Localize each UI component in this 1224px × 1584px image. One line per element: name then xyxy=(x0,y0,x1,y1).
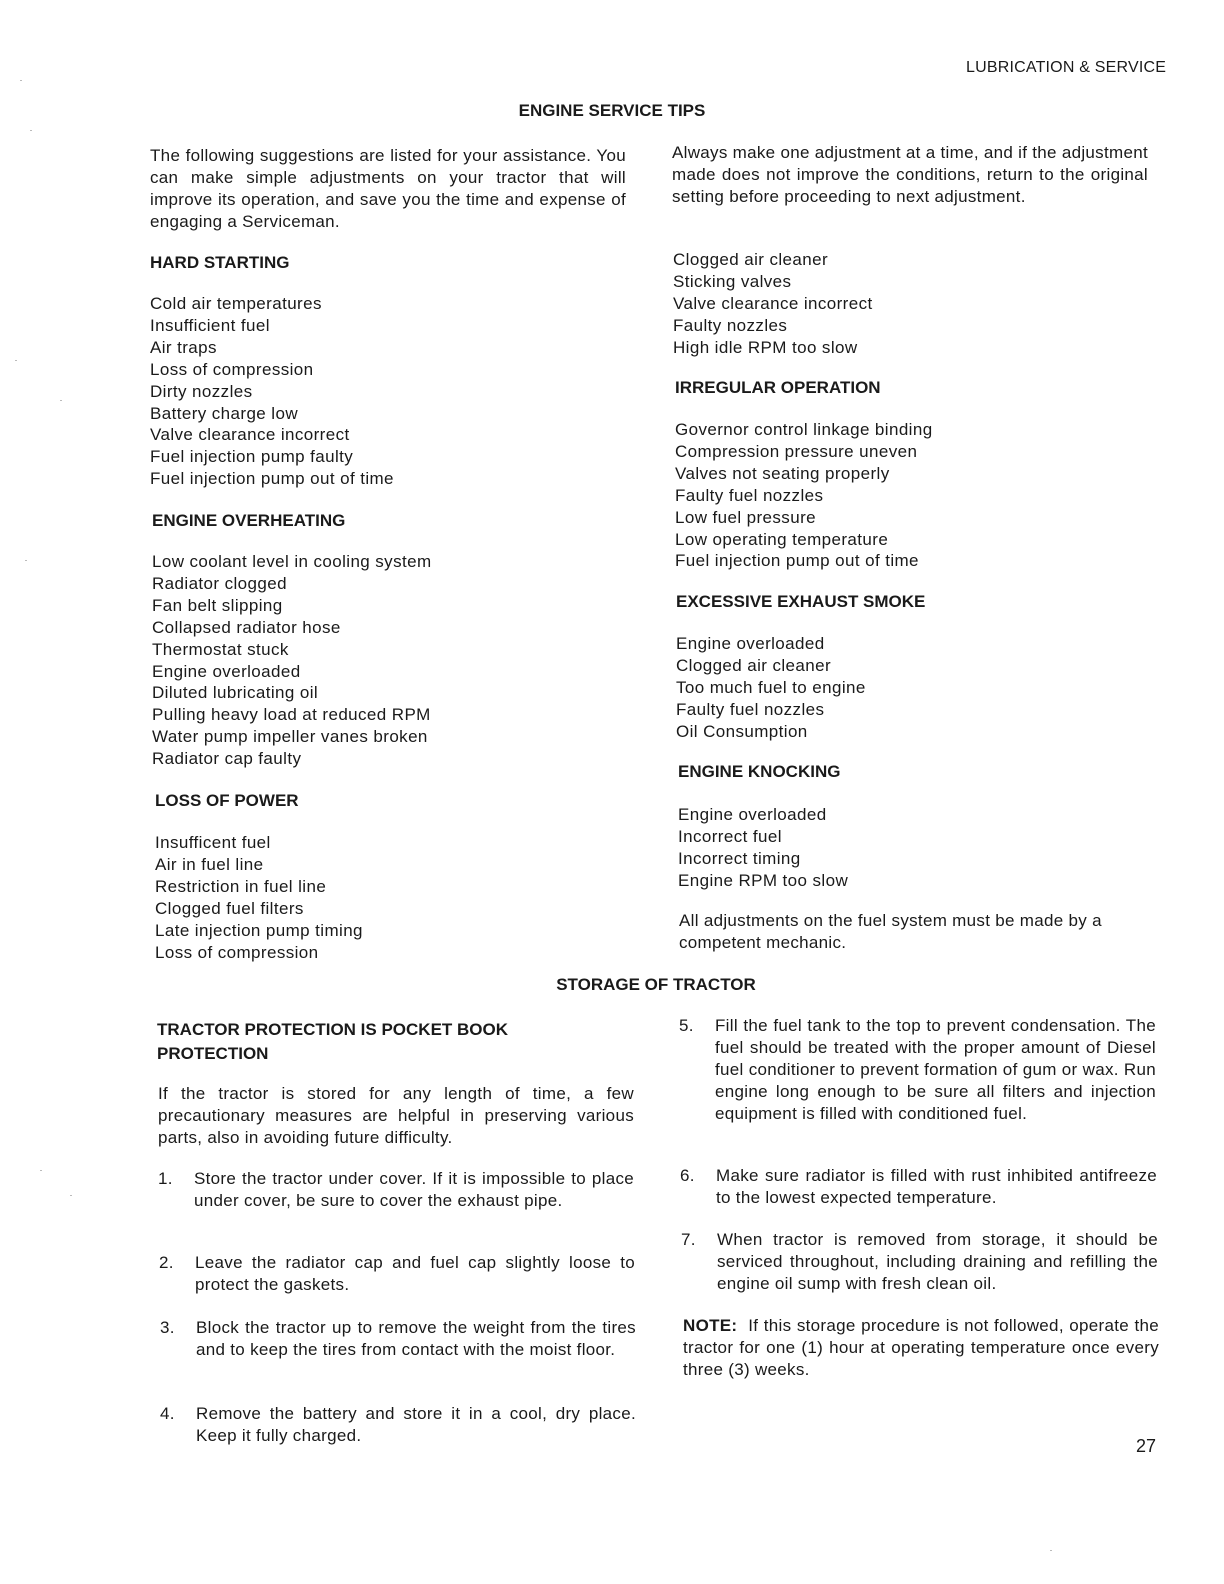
list-item: Low coolant level in cooling system xyxy=(152,552,432,571)
list-item: Cold air temperatures xyxy=(150,294,322,313)
tractor-protection-heading: TRACTOR PROTECTION IS POCKET BOOK PROTECTION xyxy=(157,1020,509,1063)
scan-speck xyxy=(40,1170,42,1171)
engine-knocking-list xyxy=(678,804,848,892)
list-item: Low operating temperature xyxy=(675,529,889,549)
engine-overheating-list xyxy=(152,551,432,770)
note-text: If this storage procedure is not followed, operate the tractor for one (1) hour at operating temperature once every three (3) weeks. xyxy=(683,1316,1159,1379)
list-item: Pulling heavy load at reduced RPM xyxy=(152,705,431,725)
storage-note xyxy=(683,1315,1159,1381)
list-item: Fan belt slipping xyxy=(152,595,283,615)
list-item: High idle RPM too slow xyxy=(673,337,858,357)
list-item: Compression pressure uneven xyxy=(675,441,918,461)
storage-step xyxy=(160,1317,636,1383)
list-item: Engine RPM too slow xyxy=(678,870,849,890)
step-text: When tractor is removed from storage, it should be serviced throughout, including draining and refilling the engine oil sump with fresh clean oil. xyxy=(717,1230,1158,1293)
running-header: LUBRICATION & SERVICE xyxy=(966,59,1167,76)
list-item: Thermostat stuck xyxy=(152,639,289,659)
list-item: Fuel injection pump faulty xyxy=(150,447,354,467)
list-item: Governor control linkage binding xyxy=(675,420,933,439)
list-item: Fuel injection pump out of time xyxy=(675,551,919,571)
list-item: Restriction in fuel line xyxy=(155,876,327,896)
adjustment-paragraph: Always make one adjustment at a time, and if the adjustment made does not improve the conditions, return to the original setting before proceeding to next adjustment. xyxy=(672,143,1148,206)
list-item: Fuel injection pump out of time xyxy=(150,469,394,489)
loss-of-power-heading: LOSS OF POWER xyxy=(155,791,299,810)
list-item: Clogged air cleaner xyxy=(676,655,832,675)
scan-speck xyxy=(1050,1550,1052,1551)
list-item: Engine overloaded xyxy=(676,634,825,653)
list-item: Collapsed radiator hose xyxy=(152,617,341,637)
step-text: Store the tractor under cover. If it is impossible to place under cover, be sure to cover the exhaust pipe. xyxy=(194,1169,634,1210)
list-item: Dirty nozzles xyxy=(150,381,253,401)
list-item: Radiator cap faulty xyxy=(152,749,302,769)
list-item: Air traps xyxy=(150,337,217,357)
hard-starting-heading: HARD STARTING xyxy=(150,253,290,272)
list-item: Insufficent fuel xyxy=(155,833,271,852)
list-item: Valve clearance incorrect xyxy=(150,425,350,445)
list-item: Valve clearance incorrect xyxy=(673,293,873,313)
page-number: 27 xyxy=(1136,1436,1157,1456)
list-item: Late injection pump timing xyxy=(155,920,363,940)
intro-paragraph: The following suggestions are listed for your assistance. You can make simple adjustments on your tractor that will improve its operation, and save you the time and expense of engaging a Serviceman. xyxy=(150,146,626,231)
loss-of-power-list xyxy=(155,832,363,963)
list-item: Oil Consumption xyxy=(676,721,808,741)
step-number: 3. xyxy=(160,1318,175,1337)
engine-overheating-heading: ENGINE OVERHEATING xyxy=(152,511,346,530)
list-item: Loss of compression xyxy=(155,942,319,962)
note-label: NOTE: xyxy=(683,1316,738,1335)
scan-speck xyxy=(15,360,17,361)
fuel-system-note: All adjustments on the fuel system must be made by a competent mechanic. xyxy=(679,911,1102,952)
list-item: Faulty fuel nozzles xyxy=(675,485,824,505)
irregular-operation-heading: IRREGULAR OPERATION xyxy=(675,378,881,397)
list-item: Sticking valves xyxy=(673,271,792,291)
hard-starting-list-continued xyxy=(673,249,873,359)
excessive-exhaust-smoke-heading: EXCESSIVE EXHAUST SMOKE xyxy=(676,592,926,611)
list-item: Loss of compression xyxy=(150,359,314,379)
step-number: 1. xyxy=(158,1169,173,1188)
list-item: Battery charge low xyxy=(150,403,298,423)
list-item: Diluted lubricating oil xyxy=(152,683,319,703)
storage-step xyxy=(680,1165,1157,1209)
list-item: Engine overloaded xyxy=(152,661,301,681)
list-item: Clogged fuel filters xyxy=(155,898,304,918)
list-item: Radiator clogged xyxy=(152,573,287,593)
list-item: Too much fuel to engine xyxy=(676,677,866,697)
list-item: Low fuel pressure xyxy=(675,507,816,527)
storage-step xyxy=(679,1015,1156,1147)
list-item: Faulty fuel nozzles xyxy=(676,699,825,719)
hard-starting-list xyxy=(150,293,394,490)
list-item: Air in fuel line xyxy=(155,854,264,874)
list-item: Faulty nozzles xyxy=(673,315,788,335)
step-number: 7. xyxy=(681,1230,696,1249)
engine-service-tips-title: ENGINE SERVICE TIPS xyxy=(518,101,706,120)
step-text: Remove the battery and store it in a cool, dry place. Keep it fully charged. xyxy=(196,1404,636,1445)
storage-step xyxy=(681,1229,1158,1295)
storage-title: STORAGE OF TRACTOR xyxy=(556,975,756,994)
scan-speck xyxy=(25,560,27,561)
list-item: Water pump impeller vanes broken xyxy=(152,727,428,747)
storage-step xyxy=(158,1168,634,1234)
list-item: Insufficient fuel xyxy=(150,315,270,335)
step-number: 5. xyxy=(679,1016,694,1035)
step-number: 4. xyxy=(160,1404,175,1423)
engine-knocking-heading: ENGINE KNOCKING xyxy=(678,762,841,781)
irregular-operation-list xyxy=(675,419,933,572)
list-item: Incorrect timing xyxy=(678,848,801,868)
step-number: 6. xyxy=(680,1166,695,1185)
list-item: Valves not seating properly xyxy=(675,463,890,483)
list-item: Incorrect fuel xyxy=(678,826,782,846)
storage-step xyxy=(160,1403,636,1447)
step-text: Leave the radiator cap and fuel cap slightly loose to protect the gaskets. xyxy=(195,1253,635,1294)
scan-speck xyxy=(20,80,22,81)
scan-speck xyxy=(70,1195,72,1196)
step-text: Fill the fuel tank to the top to prevent condensation. The fuel should be treated with the proper amount of Diesel fuel conditioner to prevent formation of gum or wax. Run engine long enough to be sure all filters and injection equipment is filled with conditioned fuel. xyxy=(715,1016,1156,1123)
step-number: 2. xyxy=(159,1253,174,1272)
step-text: Make sure radiator is filled with rust inhibited antifreeze to the lowest expected temperature. xyxy=(716,1166,1157,1207)
scan-speck xyxy=(30,130,32,131)
step-text: Block the tractor up to remove the weight from the tires and to keep the tires from contact with the moist floor. xyxy=(196,1318,636,1359)
list-item: Clogged air cleaner xyxy=(673,250,829,269)
storage-intro: If the tractor is stored for any length of time, a few precautionary measures are helpful in preserving various parts, also in avoiding future difficulty. xyxy=(158,1084,634,1147)
scan-speck xyxy=(60,400,62,401)
excessive-exhaust-smoke-list xyxy=(676,633,866,743)
list-item: Engine overloaded xyxy=(678,805,827,824)
storage-step xyxy=(159,1252,635,1296)
